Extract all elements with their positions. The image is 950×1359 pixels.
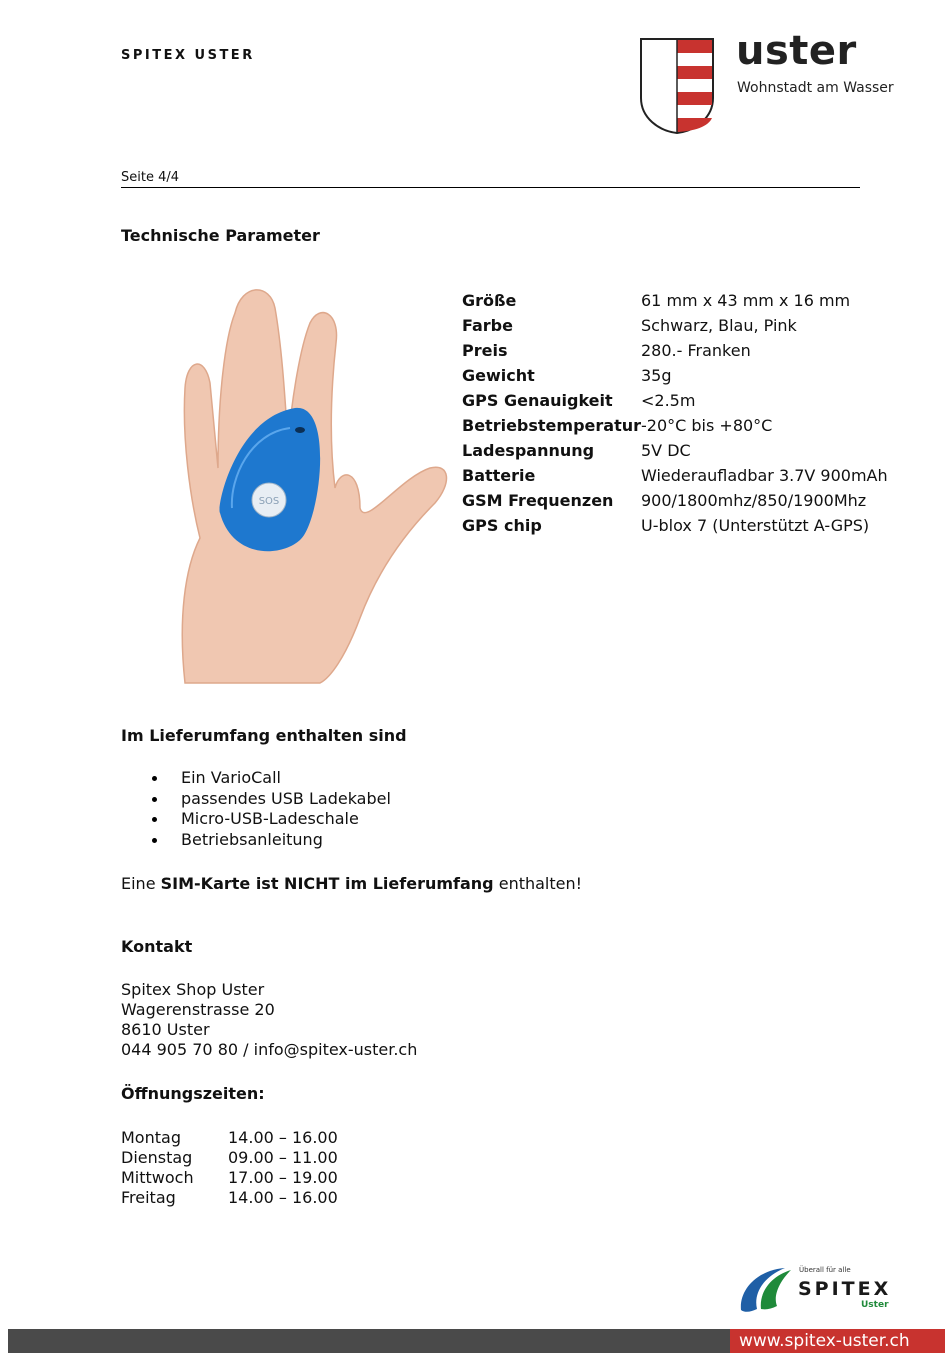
spitex-logo-location: Uster (861, 1300, 889, 1310)
hours-row (121, 1167, 338, 1187)
spec-row (462, 441, 888, 466)
spec-row (462, 316, 888, 341)
device-in-hand-image (160, 278, 450, 688)
hours-time: 09.00 – 11.00 (228, 1147, 338, 1167)
spec-row (462, 291, 888, 316)
spitex-logo-slogan: Überall für alle (799, 1266, 851, 1274)
list-item: passendes USB Ladekabel (121, 789, 391, 810)
spec-label: Größe (462, 291, 517, 310)
spec-row (462, 416, 888, 441)
hours-day: Mittwoch (121, 1167, 194, 1187)
spec-label: Farbe (462, 316, 513, 335)
spec-label: GSM Frequenzen (462, 491, 614, 510)
spec-value: U-blox 7 (Unterstützt A-GPS) (641, 516, 870, 535)
footer-website-link[interactable]: www.spitex-uster.ch (730, 1329, 945, 1353)
spec-label: Ladespannung (462, 441, 595, 460)
hours-time: 17.00 – 19.00 (228, 1167, 338, 1187)
spec-row (462, 341, 888, 366)
page-number: Seite 4/4 (121, 170, 180, 185)
spec-label: Preis (462, 341, 508, 360)
spec-value: 35g (641, 366, 672, 385)
header-divider (121, 187, 860, 188)
uster-logo-wordmark: uster (736, 28, 857, 74)
contact-heading: Kontakt (121, 937, 193, 956)
spec-label: Batterie (462, 466, 536, 485)
hours-time: 14.00 – 16.00 (228, 1127, 338, 1147)
spec-label: Betriebstemperatur (462, 416, 641, 435)
list-item: Betriebsanleitung (121, 830, 391, 851)
spec-table (462, 291, 888, 541)
sim-card-note (121, 874, 582, 893)
contact-line: Spitex Shop Uster (121, 980, 265, 999)
spec-value: 61 mm x 43 mm x 16 mm (641, 291, 851, 310)
spec-value: -20°C bis +80°C (641, 416, 773, 435)
spec-row (462, 516, 888, 541)
delivery-list (121, 768, 391, 850)
spec-value: 900/1800mhz/850/1900Mhz (641, 491, 867, 510)
spec-row (462, 491, 888, 516)
spec-label: GPS chip (462, 516, 542, 535)
list-item: Ein VarioCall (121, 768, 391, 789)
hours-day: Freitag (121, 1187, 176, 1207)
spec-label: GPS Genauigkeit (462, 391, 613, 410)
spec-value: 280.- Franken (641, 341, 751, 360)
contact-address (121, 980, 417, 1060)
spec-row (462, 391, 888, 416)
contact-line: 044 905 70 80 / info@spitex-uster.ch (121, 1040, 418, 1059)
spec-label: Gewicht (462, 366, 535, 385)
spec-row (462, 366, 888, 391)
technical-heading: Technische Parameter (121, 226, 320, 245)
hours-day: Montag (121, 1127, 181, 1147)
list-item: Micro-USB-Ladeschale (121, 809, 391, 830)
hours-row (121, 1127, 338, 1147)
sos-button-label: SOS (258, 496, 280, 507)
sim-note-emphasis: SIM-Karte ist NICHT im Lieferumfang (160, 874, 494, 893)
contact-line: 8610 Uster (121, 1020, 210, 1039)
hours-time: 14.00 – 16.00 (228, 1187, 338, 1207)
sim-note-prefix: Eine (121, 874, 161, 893)
contact-line: Wagerenstrasse 20 (121, 1000, 275, 1019)
spitex-logo-wordmark: SPITEX (798, 1278, 892, 1300)
spec-value: <2.5m (641, 391, 696, 410)
spec-value: Schwarz, Blau, Pink (641, 316, 797, 335)
delivery-heading: Im Lieferumfang enthalten sind (121, 726, 407, 745)
hours-day: Dienstag (121, 1147, 193, 1167)
opening-hours-table (121, 1127, 338, 1207)
sim-note-suffix: enthalten! (493, 874, 583, 893)
spec-value: 5V DC (641, 441, 691, 460)
hours-row (121, 1147, 338, 1167)
spec-value: Wiederaufladbar 3.7V 900mAh (641, 466, 888, 485)
uster-logo-tagline: Wohnstadt am Wasser (737, 80, 894, 96)
spec-row (462, 466, 888, 491)
opening-hours-heading: Öffnungszeiten: (121, 1084, 265, 1103)
hours-row (121, 1187, 338, 1207)
organization-name: SPITEX USTER (121, 48, 255, 63)
